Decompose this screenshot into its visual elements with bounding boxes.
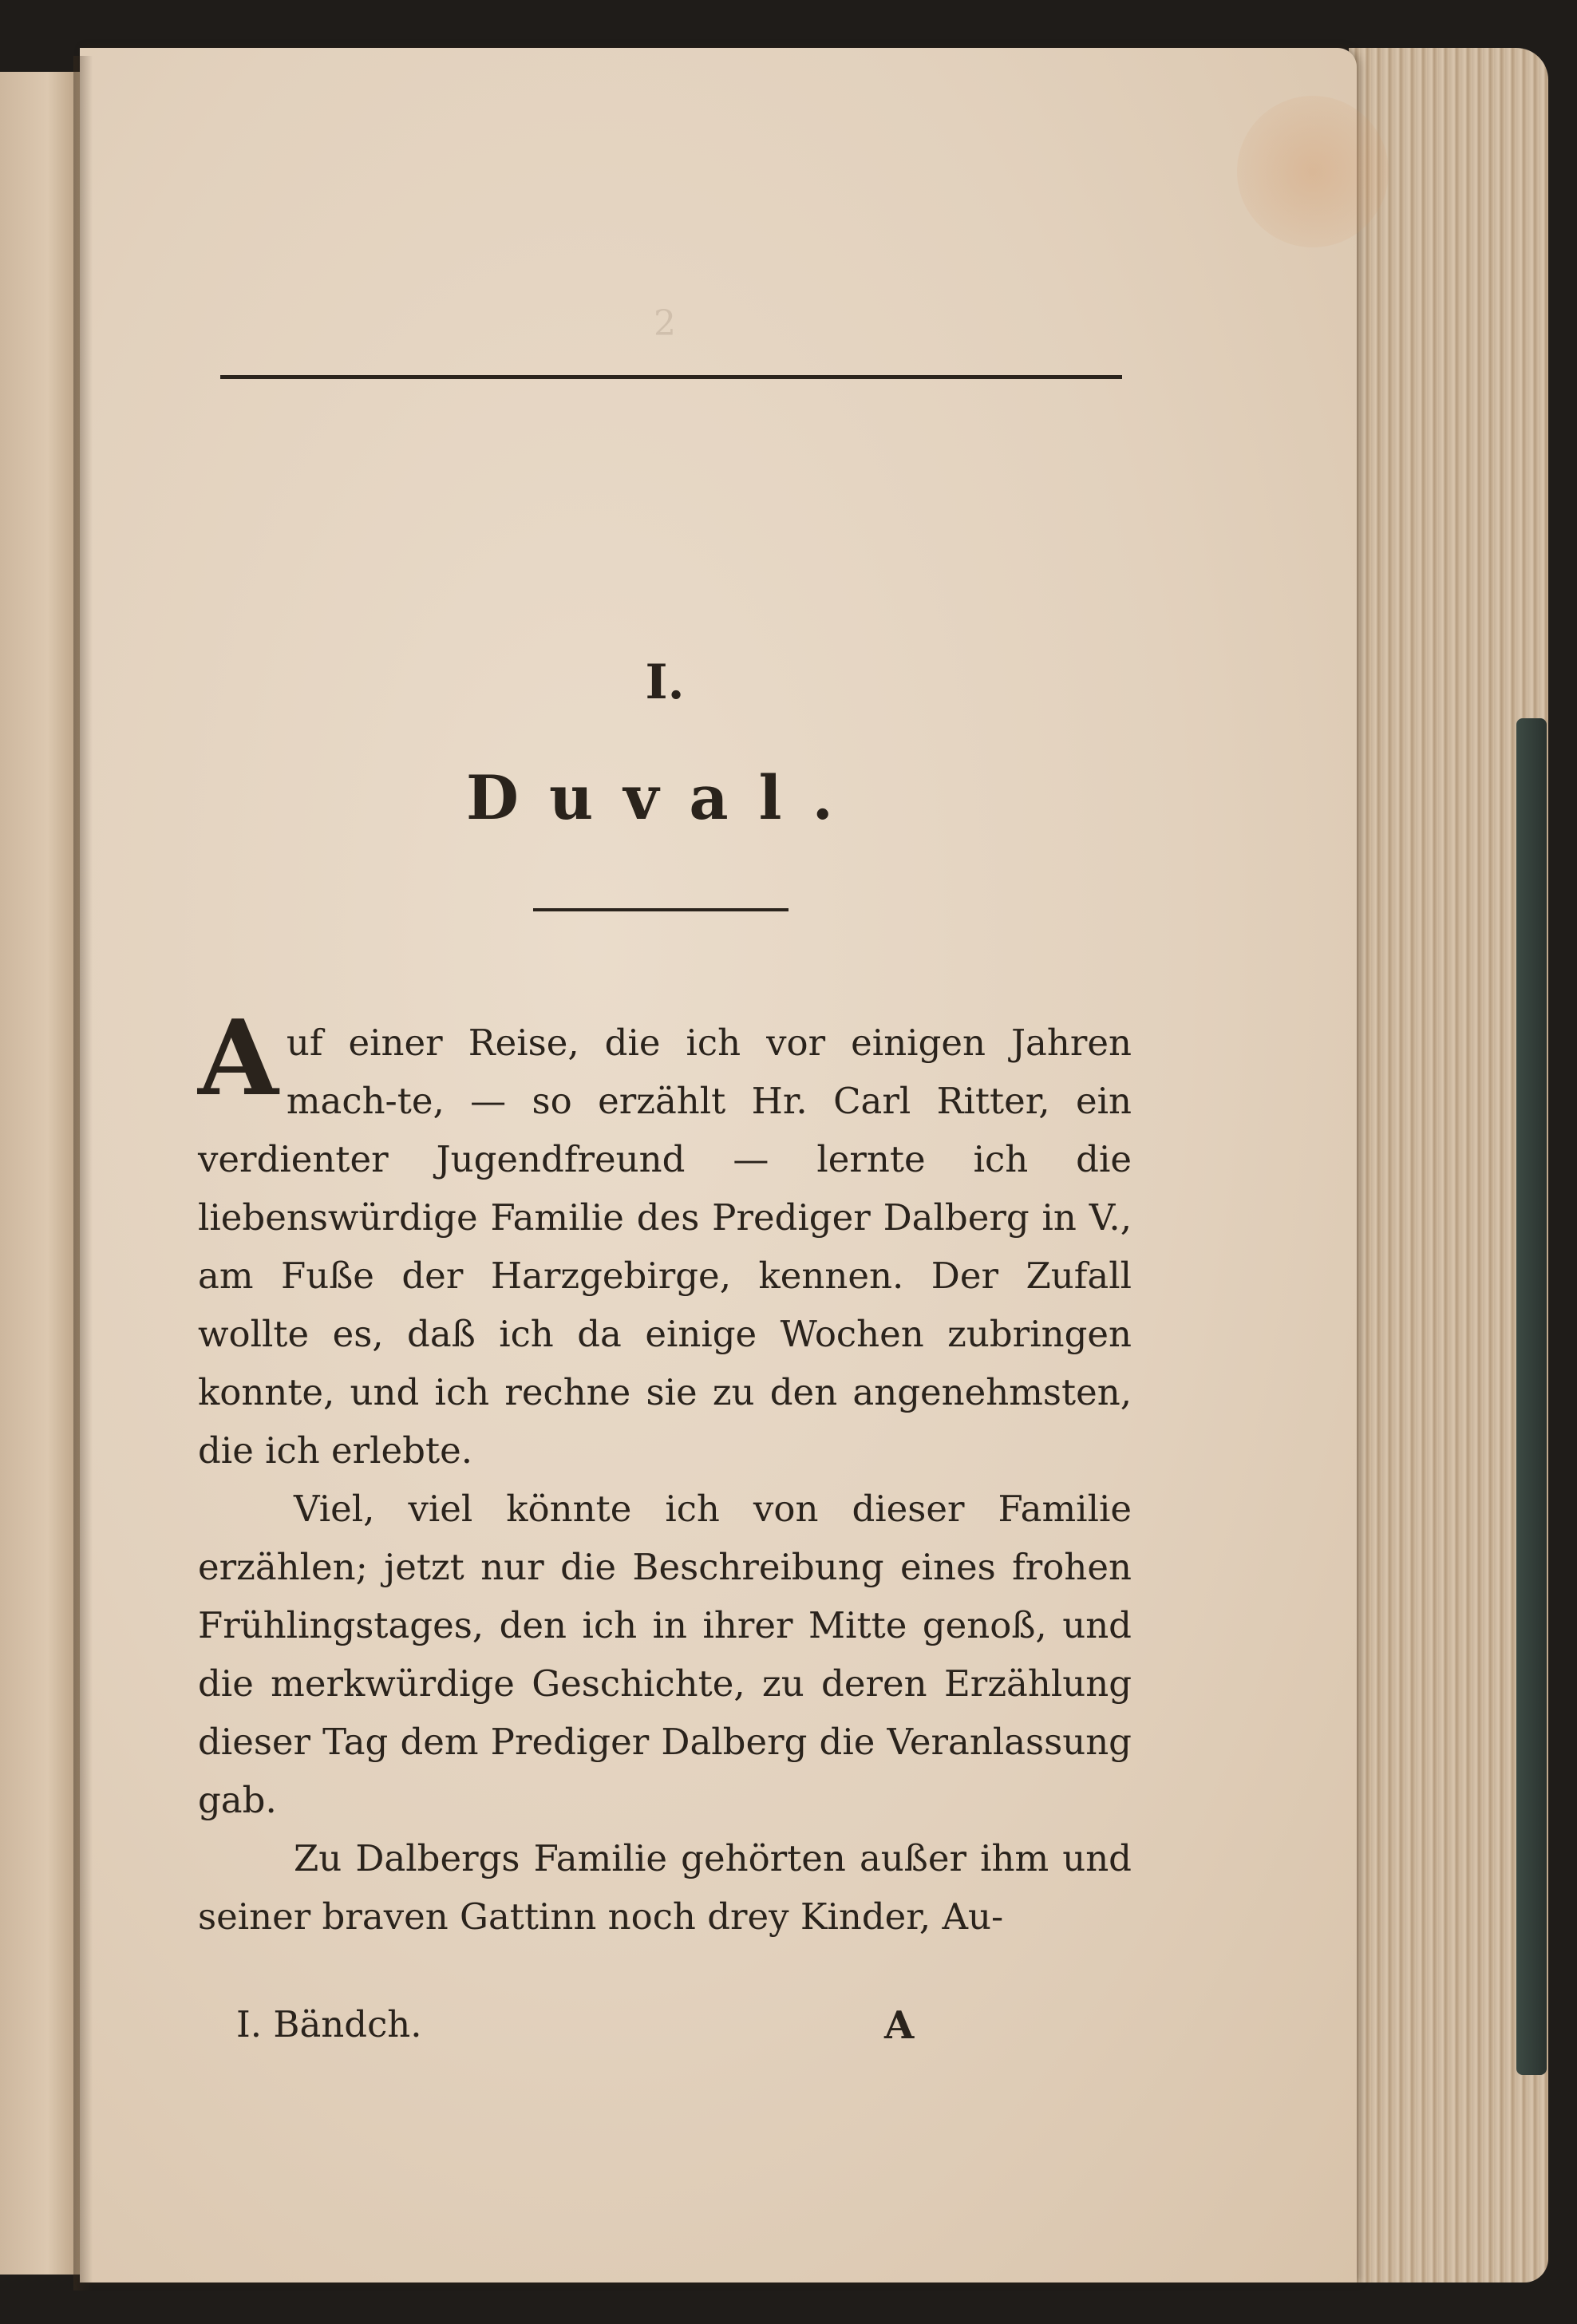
binding-strip xyxy=(1516,718,1547,2075)
top-rule xyxy=(220,375,1122,379)
title-rule xyxy=(533,908,788,911)
paragraph-1-text: uf einer Reise, die ich vor einigen Jahren mach-te, — so erzählt Hr. Carl Ritter, ein verdienter Jugendfreund — lernte ich die liebenswürdige Familie des Prediger Dalberg in V., am Fuße der Harzgebirge, kennen. Der Zufall wollte es, daß ich da einige Wochen zubringen konnte, und ich rechne sie zu den angenehmsten, die ich erlebte. xyxy=(198,1022,1132,1472)
paper-stain xyxy=(1237,96,1389,247)
page-number: 2 xyxy=(654,303,676,344)
paragraph-1 xyxy=(198,997,1132,1480)
paragraph-3: Zu Dalbergs Familie gehörten außer ihm und seiner braven Gattinn noch drey Kinder, Au- xyxy=(198,1837,1132,1938)
drop-cap: A xyxy=(198,997,279,1119)
signature-mark: A xyxy=(884,2003,915,2048)
body-text xyxy=(198,997,1132,1946)
chapter-title: Duval. xyxy=(466,762,864,833)
chapter-number: I. xyxy=(645,654,685,710)
paragraph-2: Viel, viel könnte ich von dieser Familie erzählen; jetzt nur die Beschreibung eines frohen Frühlingstages, den ich in ihrer Mitte genoß, und die merkwürdige Geschichte, zu deren Erzählung dieser Tag dem Prediger Dalberg die Veranlassung gab. xyxy=(198,1488,1132,1821)
footer-volume-label: I. Bändch. xyxy=(236,2003,422,2045)
left-page-edge xyxy=(0,72,82,2275)
spine-shadow xyxy=(73,56,93,2290)
